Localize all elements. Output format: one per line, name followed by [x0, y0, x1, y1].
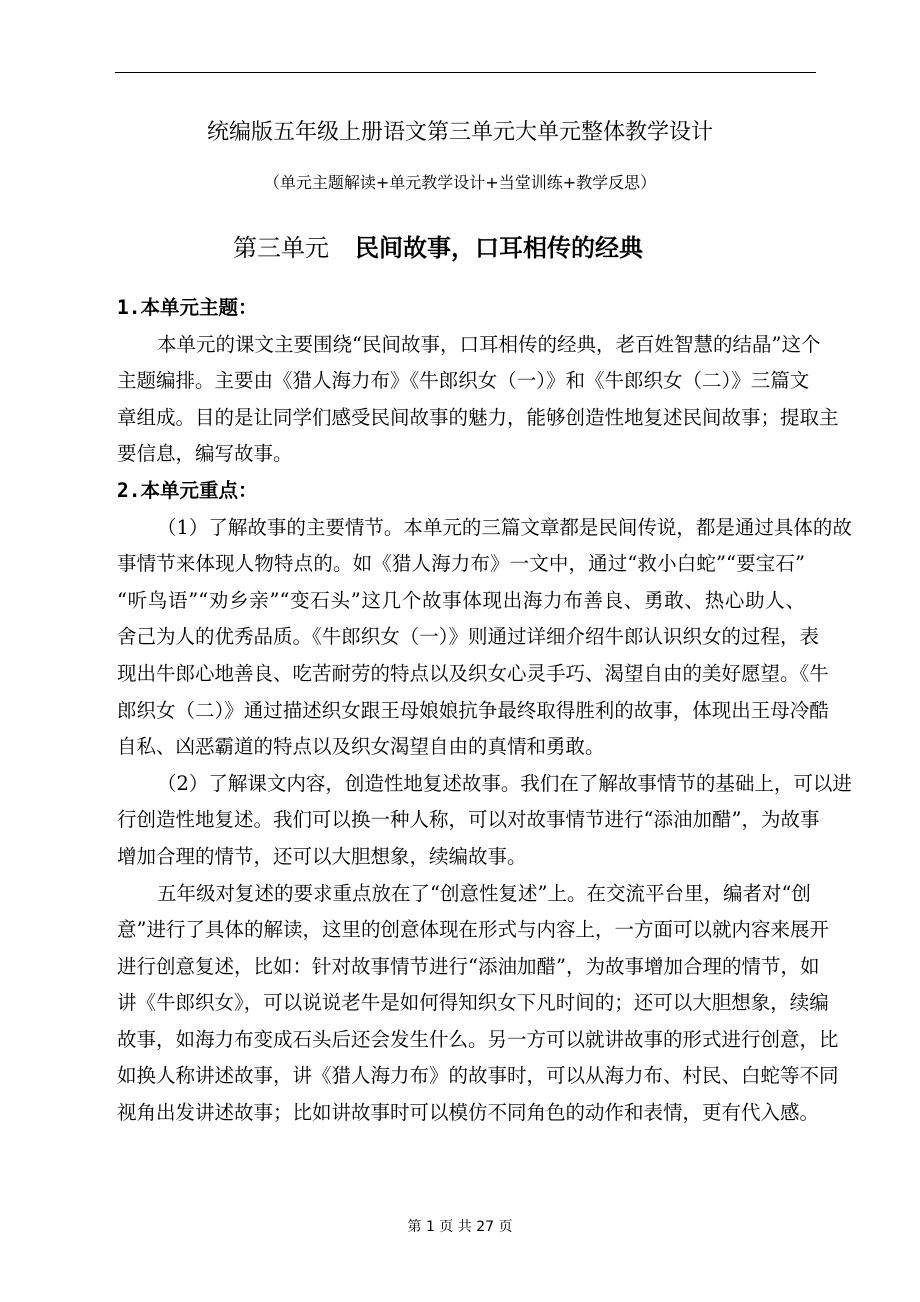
paragraph — [117, 327, 839, 473]
paragraph-line: （1）了解故事的主要情节。本单元的三篇文章都是民间传说，都是通过具体的故 — [157, 515, 852, 539]
document-subtitle: （单元主题解读+单元教学设计+当堂训练+教学反思） — [263, 173, 657, 192]
paragraph-line: 主题编排。主要由《猎人海力布》《牛郎织女（一）》和《牛郎织女（二）》三篇文 — [117, 369, 810, 393]
paragraph-line: 进行创意复述，比如：针对故事情节进行“添油加醋”，为故事增加合理的情节，如 — [117, 954, 820, 978]
document-title: 统编版五年级上册语文第三单元大单元整体教学设计 — [206, 120, 713, 145]
paragraph-line: 故事，如海力布变成石头后还会发生什么。另一方可以就讲故事的形式进行创意，比 — [117, 1027, 839, 1051]
document-body — [117, 290, 852, 1132]
paragraph-line: 章组成。目的是让同学们感受民间故事的魅力，能够创造性地复述民间故事；提取主 — [117, 405, 839, 429]
paragraph-line: 郎织女（二）》通过描述织女跟王母娘娘抗争最终取得胜利的故事，体现出王母冷酷 — [117, 698, 829, 722]
paragraph-line: 舍己为人的优秀品质。《牛郎织女（一）》则通过详细介绍牛郎认识织女的过程，表 — [117, 625, 820, 649]
section-heading: 2.本单元重点： — [117, 478, 258, 502]
paragraph-line: 行创造性地复述。我们可以换一种人称，可以对故事情节进行“添油加醋”，为故事 — [117, 808, 820, 832]
paragraph-line: 本单元的课文主要围绕“民间故事，口耳相传的经典，老百姓智慧的结晶”这个 — [157, 332, 821, 356]
paragraph-line: 要信息，编写故事。 — [117, 442, 293, 466]
paragraph-line: （2）了解课文内容，创造性地复述故事。我们在了解故事情节的基础上，可以进 — [157, 771, 852, 795]
paragraph-line: 意”进行了具体的解读，这里的创意体现在形式与内容上，一方面可以就内容来展开 — [117, 918, 829, 942]
paragraph — [117, 510, 852, 766]
paragraph-line: 视角出发讲述故事；比如讲故事时可以模仿不同角色的动作和表情，更有代入感。 — [117, 1101, 820, 1125]
paragraph-line: 事情节来体现人物特点的。如《猎人海力布》一文中，通过“救小白蛇”“要宝石” — [117, 552, 805, 576]
unit-title: 民间故事，口耳相传的经典 — [355, 234, 643, 262]
unit-heading — [233, 228, 643, 263]
paragraph-line: 自私、凶恶霸道的特点以及织女渴望自由的真情和勇敢。 — [117, 735, 605, 759]
paragraph-line: 五年级对复述的要求重点放在了“创意性复述”上。在交流平台里，编者对“创 — [157, 881, 811, 905]
paragraph-line: 讲《牛郎织女》，可以说说老牛是如何得知织女下凡时间的；还可以大胆想象，续编 — [117, 991, 829, 1015]
header-rule — [115, 72, 816, 73]
page-footer: 第 1 页 共 27 页 — [407, 1219, 513, 1235]
section-heading: 1.本单元主题： — [117, 296, 258, 319]
paragraph-line: “听鸟语”“劝乡亲”“变石头”这几个故事体现出海力布善良、勇敢、热心助人、 — [117, 588, 805, 612]
paragraph — [117, 766, 852, 876]
paragraph-line: 增加合理的情节，还可以大胆想象，续编故事。 — [117, 844, 527, 868]
paragraph — [117, 876, 839, 1132]
paragraph-line: 现出牛郎心地善良、吃苦耐劳的特点以及织女心灵手巧、渴望自由的美好愿望。《牛 — [117, 661, 829, 685]
paragraph-line: 如换人称讲述故事，讲《猎人海力布》的故事时，可以从海力布、村民、白蛇等不同 — [117, 1064, 839, 1088]
unit-label: 第三单元 — [233, 234, 329, 262]
